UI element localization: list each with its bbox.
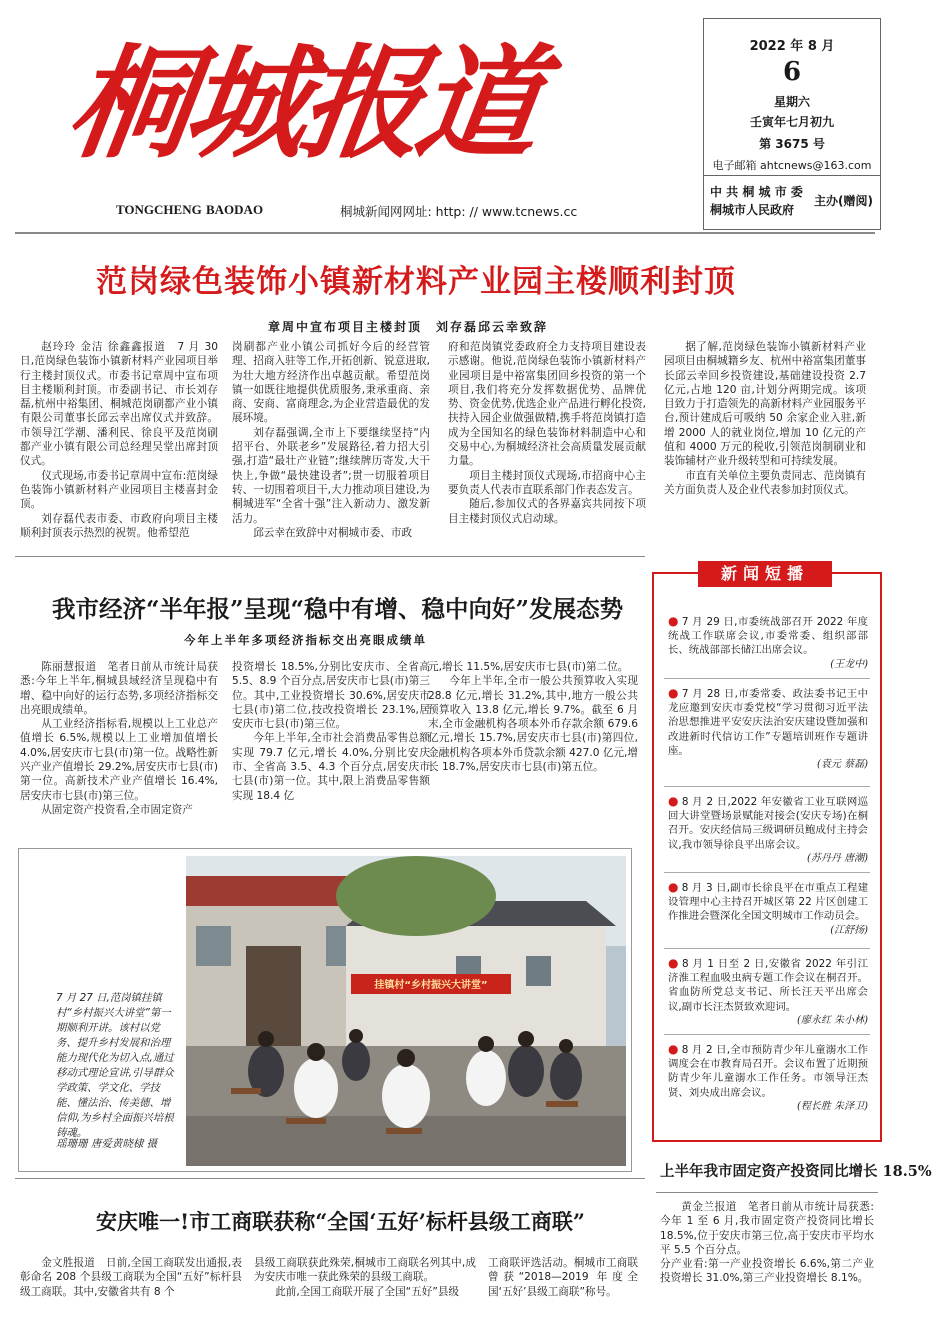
brief-item: ● 7 月 28 日,市委常委、政法委书记王中龙应邀到安庆市委党校“学习贯彻习近平法治思想推进平安安庆法治安庆建设暨加强和改进新时代信访工作”专题培训班作专题讲座。 (袁元 蔡磊) (668, 686, 868, 771)
photo-banner-text: 挂镇村“乡村振兴大讲堂” (374, 980, 488, 991)
article2-subhead: 今年上半年多项经济指标交出亮眼成绩单 (184, 633, 427, 647)
masthead-logo: 桐城报道 (59, 31, 545, 175)
info-divider (704, 175, 880, 176)
article2-col1: 陈丽慧报道 笔者日前从市统计局获悉:今年上半年,桐城县域经济呈现稳中有增、稳中向好的运行态势,多项经济指标交出亮眼成绩单。 从工业经济指标看,规模以上工业总产值增长 6.5%,规模以上工业增加值增长 4.0%,居安庆市七县(市)第一位。战略性新兴产业产值增长 29.2%,居安庆市七县(市)第一位。高新技术产业产值增长 16.4%,居安庆市七县(市)第三位。 从固定资产投资看,全市固定资产 (20, 661, 218, 816)
issue-info-box (703, 18, 881, 230)
meeting-photo (186, 856, 626, 1166)
bottom-rule (15, 1178, 645, 1179)
pinyin-right: BAODAO (206, 202, 264, 217)
section-rule (15, 556, 645, 557)
brief-item: ● 8 月 2 日,2022 年安徽省工业互联网巡回大讲堂暨场景赋能对接会(安庆专场)在桐召开。安庆经信局三级调研员鲍成付主持会议,我市领导徐良平出席会议。 (苏丹丹 唐潮) (668, 794, 868, 864)
article1-col2: 岗刷都产业小镇公司抓好今后的经营管理、招商入驻等工作,开拓创新、锐意进取,为壮大地方经济作出卓越贡献。希望范岗镇一如既往地提供优质服务,秉承重商、亲商、安商、富商理念,为企业营造最优的发展环境。 刘存磊强调,全市上下要继续坚持“内招平台、外联老乡”发展路径,着力招大引强,打造“最壮产业链”;继续牌历寄发,大干快上,争做“最快建设者”;贯一切服着项目转、一切围着项目干,大力推动项目建设,为桐城进军“全省十强”注入新动力、激发新活力。 邱云幸在致辞中对桐城市委、市政 (232, 341, 430, 539)
article4-body: 黄金兰报道 笔者日前从市统计局获悉:今年 1 至 6 月,我市固定资产投资同比增长 18.5%,位于安庆市第三位,高于安庆市平均水平 5.5 个百分点。 分产业看:第一产业投资增长 6.6%,第二产业投资增长 31.0%,第三产业投资增长 8.1%。 (660, 1201, 874, 1285)
masthead-rule (15, 232, 875, 234)
sponsor-2: 桐城市人民政府 (710, 203, 795, 217)
bullet-icon: ● (668, 956, 680, 970)
brief-item: ● 8 月 1 日至 2 日,安徽省 2022 年引江济淮工程血吸虫病专题工作会议在桐召开。省血防所党总支书记、所长汪天平出席会议,副市长汪杰贤致欢迎词。 (廖永红 朱小林) (668, 956, 868, 1026)
article3-col3: 工商联评选活动。桐城市工商联曾获“2018—2019 年度全国‘五好’县级工商联”称号。 (488, 1257, 638, 1298)
article4-rule (656, 1192, 878, 1193)
day-number: 6 (782, 57, 802, 87)
lunar-date: 壬寅年七月初九 (749, 115, 834, 129)
brief-divider (664, 1034, 870, 1035)
weekday: 星期六 (773, 95, 810, 109)
issue-number: 第 3675 号 (759, 137, 825, 151)
brief-item: ● 8 月 2 日,全市预防青少年儿童溺水工作调度会在市教育局召开。会议布置了近期预防青少年儿童溺水工作任务。市领导汪杰贤、刘央成出席会议。 (程长胜 朱泽卫) (668, 1042, 868, 1112)
brief-divider (664, 872, 870, 873)
article2-col3: 元,增长 11.5%,居安庆市七县(市)第二位。 今年上半年,全市一般公共预算收入实现 28.8 亿元,增长 31.2%,其中,地方一般公共预算收入 13.8 亿元,增长 9.7%。截至 6 月末,全市金融机构各项本外币存款余额 679.6 亿元,增长 15.7%,居安庆市七县(市)第四位,金融机构各项本外币贷款余额 427.0 亿元,增长 18.7%,居安庆市七县(市)第五位。 (428, 661, 638, 774)
news-briefs-box (652, 564, 882, 1142)
brief-divider (664, 786, 870, 787)
email: 电子邮箱 ahtcnews@163.com (712, 159, 872, 172)
bullet-icon: ● (668, 1042, 679, 1056)
article1-col4: 据了解,范岗绿色装饰小镇新材料产业园项目由桐城籍乡友、杭州中裕富集团董事长邱云幸回乡投资建设,基础建设投资 2.7 亿元,占地 120 亩,计划分两期完成。该项目致力于打造领先的高新材料产业园服务平台,预计建成后可吸纳 50 余家企业入驻,新增 2000 人的就业岗位,增加 10 亿元的产值和 4000 万元的税收,引领范岗制刷业和装饰辅材产业升级转型和可持续发展。 市直有关单位主要负责同志、范岗镇有关方面负责人及企业代表参加封顶仪式。 (664, 341, 866, 496)
photo-caption: 7 月 27 日,范岗镇挂镇村“乡村振兴大讲堂”第一期顺利开讲。该村以党务、提升乡村发展和治理能力现代化为切入点,通过移动式理论宣讲,引导群众学政策、学文化、学技能、懂法治、传美德、增信仰,为乡村全面振兴培根铸魂。 (56, 992, 174, 1139)
sponsor-1: 中 共 桐 城 市 委 (710, 185, 803, 199)
article1-col1: 赵玲玲 金洁 徐鑫鑫报道 7 月 30 日,范岗绿色装饰小镇新材料产业园项目举行主楼封顶仪式。市委书记章周中宣布项目主楼顺利封顶。市委副书记、市长刘存磊,杭州中裕集团、桐城范岗刷都产业小镇有限公司董事长邱云幸出席仪式并致辞。市领导江学潮、潘利民、徐良平及范岗刷都产业小镇有限公司总经理吴堂出席封顶仪式。 仪式现场,市委书记章周中宣布:范岗绿色装饰小镇新材料产业园项目主楼喜封金顶。 刘存磊代表市委、市政府向项目主楼顺利封顶表示热烈的祝贺。他希望范 (20, 341, 218, 539)
brief-item: ● 8 月 3 日,副市长徐良平在市重点工程建设管理中心主持召开城区第 22 片区创建工作推进会暨深化全国文明城市工作动员会。 (江舒扬) (668, 880, 868, 936)
sponsor-note: 主办(赠阅) (814, 194, 873, 208)
photo-illustration (186, 856, 626, 1166)
brief-item: ● 7 月 29 日,市委统战部召开 2022 年度统战工作联席会议,市委常委、组织部部长、统战部部长储江出席会议。 (王龙中) (668, 614, 868, 670)
article3-col2: 县级工商联获此殊荣,桐城市工商联名列其中,成为安庆市唯一获此殊荣的县级工商联。 此前,全国工商联开展了全国“五好”县级 (254, 1257, 476, 1298)
bullet-icon: ● (668, 614, 679, 628)
brief-divider (664, 948, 870, 949)
bullet-icon: ● (668, 794, 679, 808)
article2-col2: 投资增长 18.5%,分别比安庆市、全省高 5.5、8.9 个百分点,居安庆市七县(市)第三位。其中,工业投资增长 30.6%,居安庆市七县(市)第二位,技改投资增长 23.1%,居安庆市七县(市)第三位。 今年上半年,全市社会消费品零售总额实现 79.7 亿元,增长 4.0%,分别比安庆市、全省高 3.5、4.3 个百分点,居安庆市七县(市)第一位。其中,限上消费品零售额实现 18.4 亿 (232, 661, 430, 802)
bullet-icon: ● (668, 686, 679, 700)
pinyin-left: TONGCHENG (116, 202, 202, 217)
article1-headline: 范岗绿色装饰小镇新材料产业园主楼顺利封顶 (96, 264, 736, 300)
article1-subhead: 章周中宣布项目主楼封顶 刘存磊邱云幸致辞 (268, 320, 549, 334)
photo-credit: 瑶珊珊 唐爱黄晓棣 摄 (56, 1138, 158, 1150)
article1-col3: 府和范岗镇党委政府全力支持项目建设表示感谢。他说,范岗绿色装饰小镇新材料产业园项目是中裕富集团回乡投资的第一个项目,我们将充分发挥数据优势、品牌优势、资金优势,优选企业产品进行孵化投资,扶持入园企业做强做精,携手将范岗镇打造成为全国知名的绿色装饰材料制造中心和交易中心,为桐城经济社会高质量发展贡献力量。 项目主楼封顶仪式现场,市招商中心主要负责人代表市直联系部门作表态发言。 随后,参加仪式的各界嘉宾共同按下项目主楼封顶仪式启动球。 (448, 341, 646, 525)
article3-col1: 金文胜报道 日前,全国工商联发出通报,表彰命名 208 个县级工商联为全国“五好”标杆县级工商联。其中,安徽省共有 8 个 (20, 1257, 242, 1298)
brief-divider (664, 678, 870, 679)
website-line: 桐城新闻网网址: http: // www.tcnews.cc (340, 204, 578, 219)
article2-headline: 我市经济“半年报”呈现“稳中有增、稳中向好”发展态势 (52, 595, 624, 623)
article3-headline: 安庆唯一!市工商联获称“全国‘五好’标杆县级工商联” (96, 1209, 585, 1234)
date-line: 2022 年 8 月 (749, 39, 835, 54)
bullet-icon: ● (668, 880, 679, 894)
news-briefs-title: 新闻短播 (698, 561, 832, 587)
article4-headline: 上半年我市固定资产投资同比增长 18.5% (660, 1163, 932, 1180)
